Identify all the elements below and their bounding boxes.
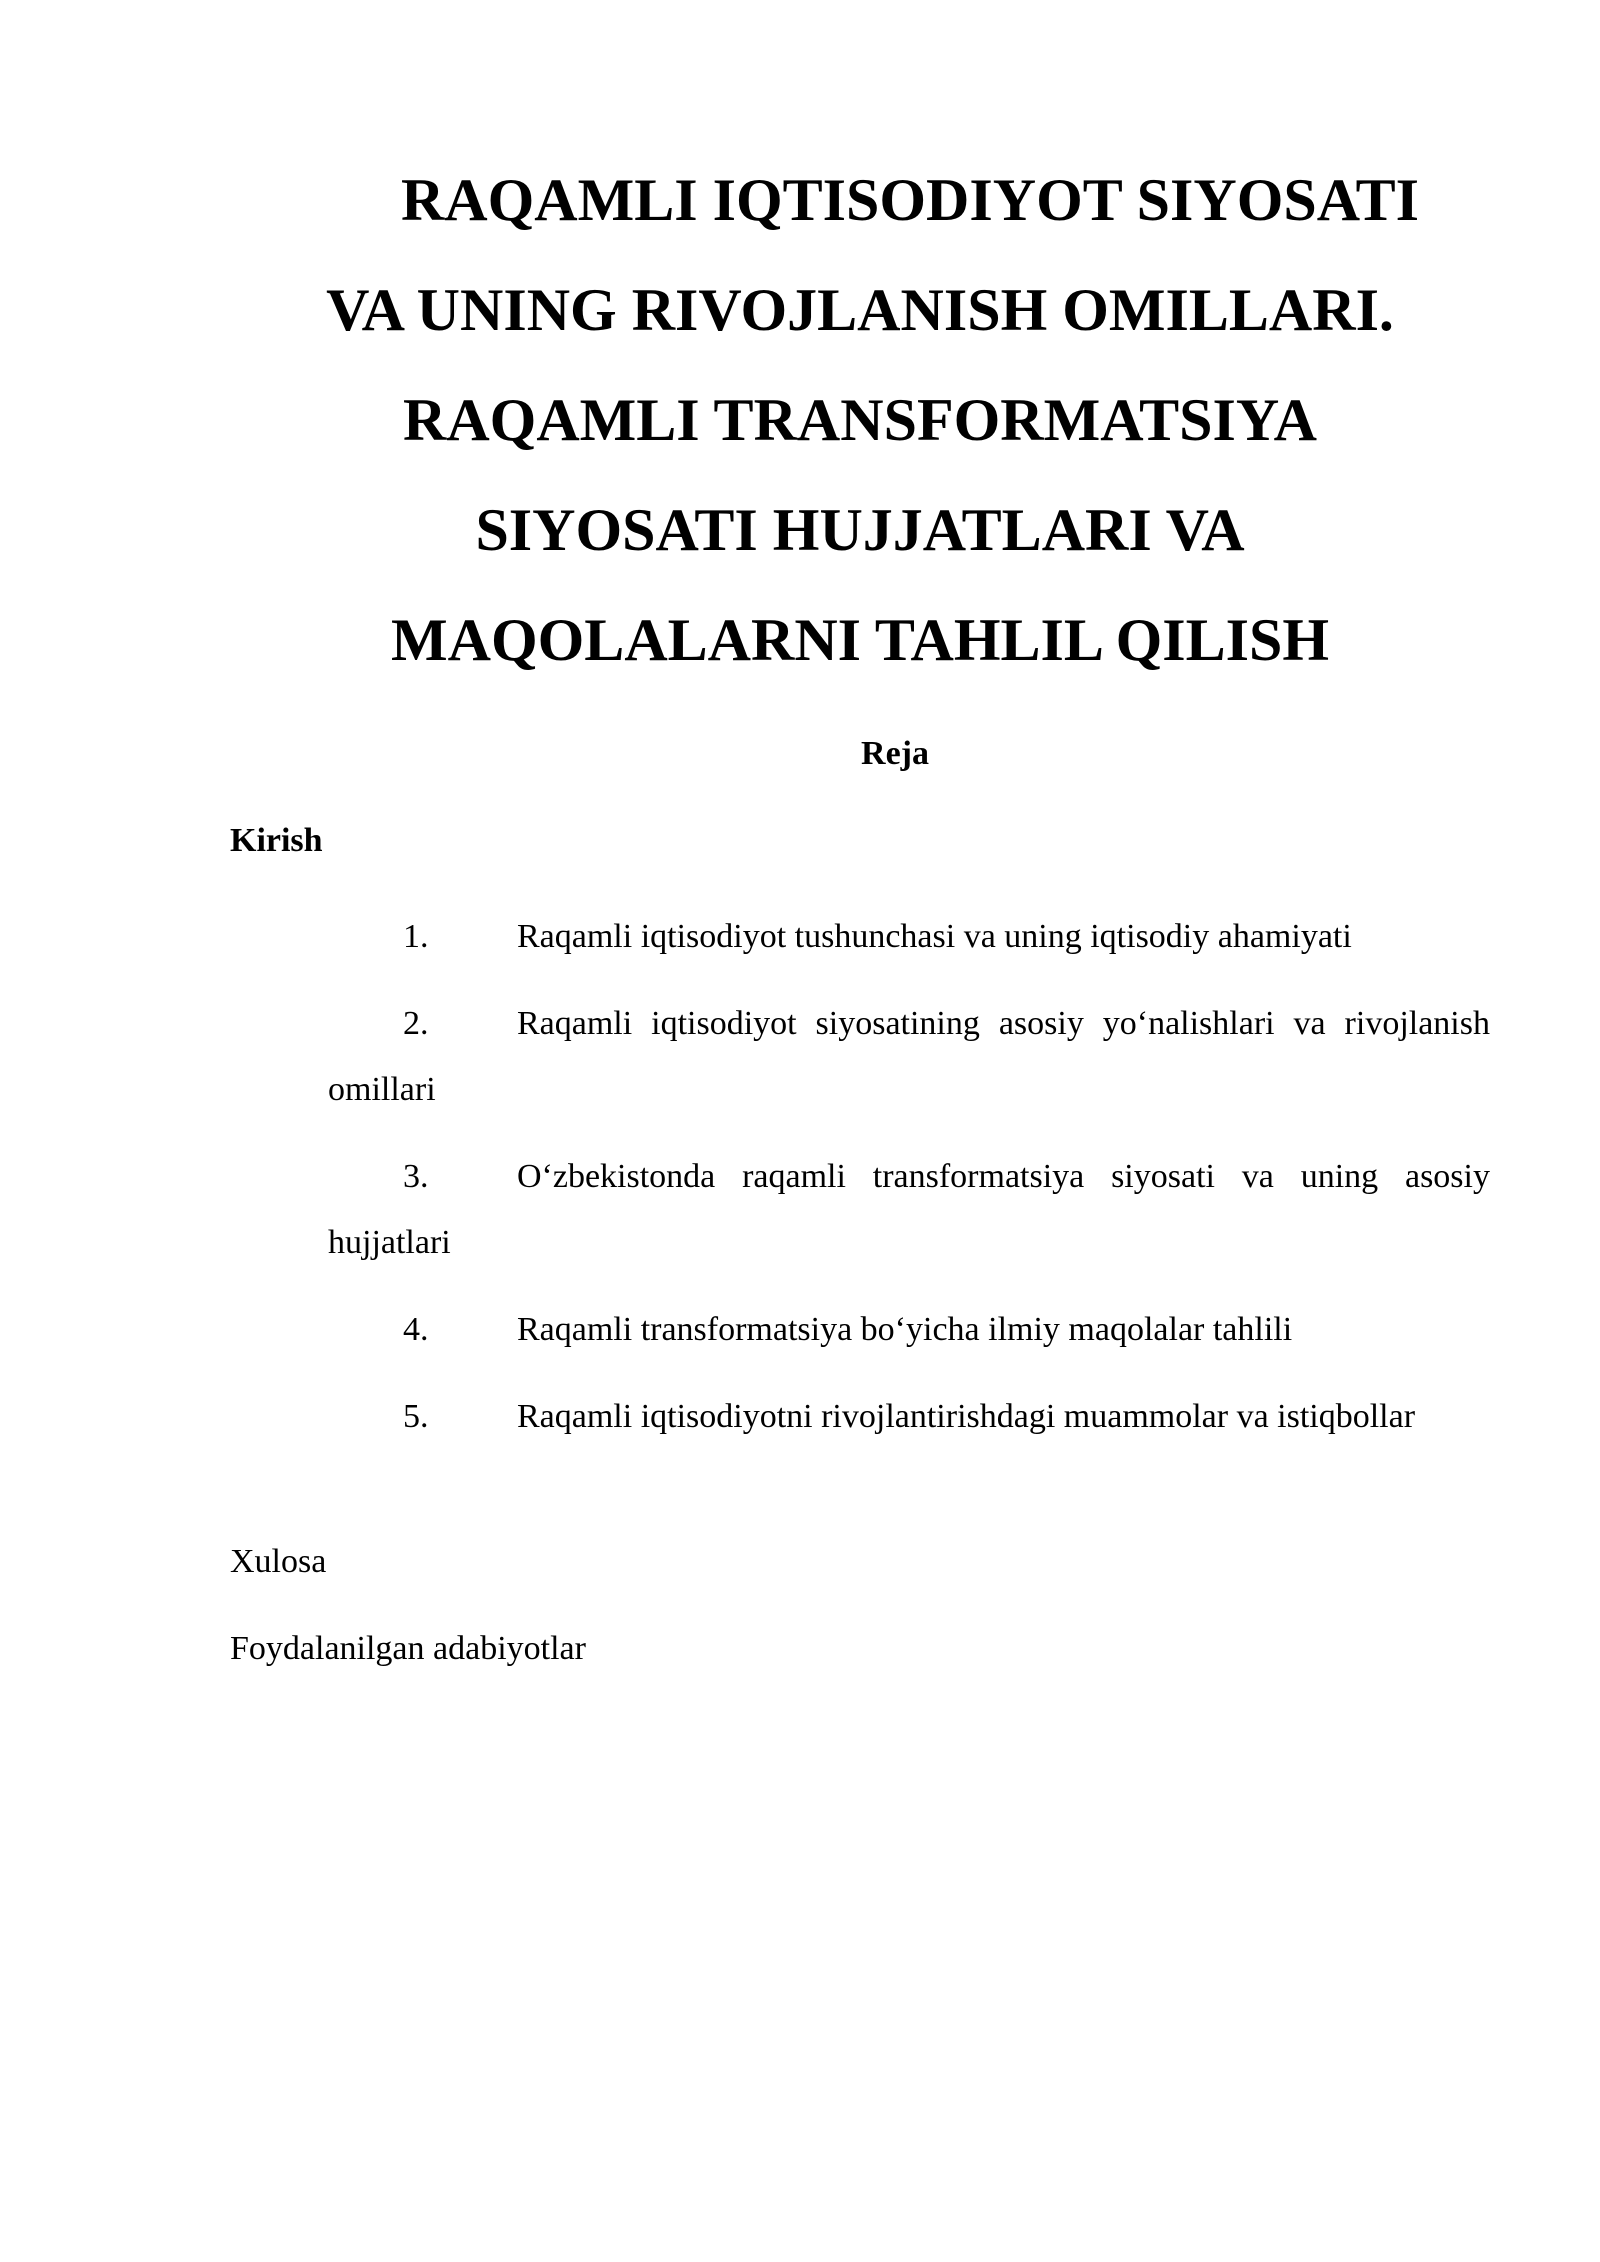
title-line: RAQAMLI IQTISODIYOT SIYOSATI: [400, 167, 1420, 233]
title-line: SIYOSATI HUJJATLARI VA: [475, 497, 1245, 563]
plan-item-number: 5.: [403, 1398, 429, 1435]
title-line: MAQOLALARNI TAHLIL QILISH: [391, 607, 1329, 673]
conclusion-heading: Xulosa: [230, 1543, 327, 1580]
plan-item: [328, 1297, 1490, 1363]
document-title: [230, 145, 1490, 695]
plan-item-number: 1.: [403, 918, 429, 955]
plan-item: [328, 904, 1490, 970]
title-line: VA UNING RIVOJLANISH OMILLARI.: [326, 277, 1394, 343]
plan-item-text: Raqamli iqtisodiyotni rivojlantirishdagi muammolar va istiqbollar: [517, 1398, 1416, 1435]
plan-item: [328, 991, 1490, 1123]
plan-item: [328, 1144, 1490, 1276]
plan-item-text: O‘zbekistonda raqamli transformatsiya siyosati va uning asosiy hujjatlari: [328, 1158, 1490, 1261]
plan-list: [328, 904, 1490, 1471]
plan-item-text: Raqamli iqtisodiyot tushunchasi va uning iqtisodiy ahamiyati: [517, 918, 1352, 955]
references-heading: Foydalanilgan adabiyotlar: [230, 1630, 586, 1667]
plan-item-number: 2.: [403, 1005, 429, 1042]
plan-item-text: Raqamli transformatsiya bo‘yicha ilmiy maqolalar tahlili: [517, 1311, 1293, 1348]
plan-heading: Reja: [861, 735, 929, 772]
plan-item-number: 4.: [403, 1311, 429, 1348]
intro-heading: Kirish: [230, 822, 323, 859]
plan-item-number: 3.: [403, 1158, 429, 1195]
plan-item-text: Raqamli iqtisodiyot siyosatining asosiy yo‘nalishlari va rivojlanish omillari: [328, 1005, 1490, 1108]
plan-item: [328, 1384, 1490, 1450]
title-line: RAQAMLI TRANSFORMATSIYA: [402, 387, 1317, 453]
